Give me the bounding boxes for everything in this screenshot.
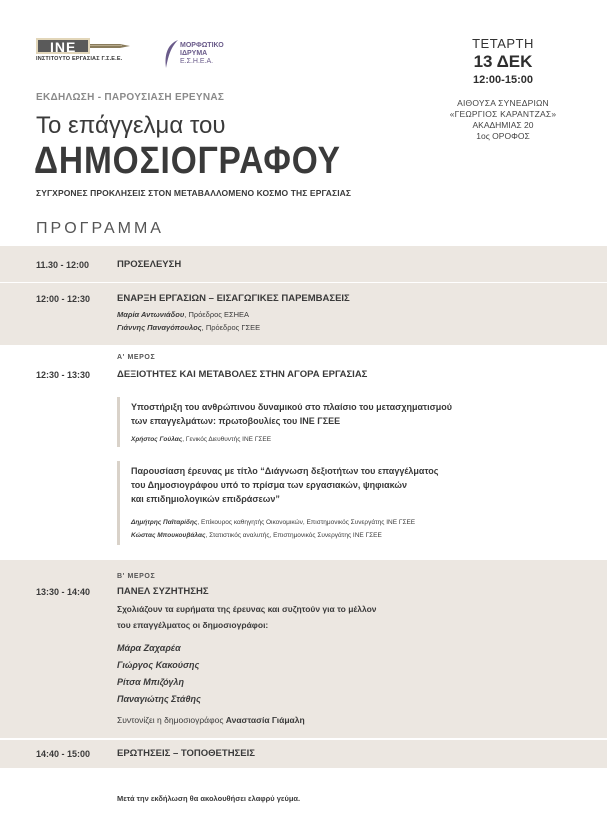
address-line2: 1ος ΟΡΟΦΟΣ [476,131,530,141]
mi-logo-line3: Ε.Σ.Η.Ε.Α. [180,58,214,65]
talk2-speaker2 [131,532,382,539]
subtitle: ΣΥΓΧΡΟΝΕΣ ΠΡΟΚΛΗΣΕΙΣ ΣΤΟΝ ΜΕΤΑΒΑΛΛΟΜΕΝΟ ΚΟΣΜΟ ΤΗΣ ΕΡΓΑΣΙΑΣ [36,188,352,198]
event-info [443,36,563,142]
talk1-speaker [131,436,271,443]
talk2-line1: Παρουσίαση έρευνας με τίτλο “Διάγνωση δεξιοτήτων του επαγγέλματος [131,466,439,476]
speaker-line [117,323,260,332]
venue-line1: ΑΙΘΟΥΣΑ ΣΥΝΕΔΡΙΩΝ [457,98,549,108]
speaker-name: Μαρία Αντωνιάδου [117,310,185,319]
ine-logo [36,38,128,64]
speaker-role: , Στατιστικός αναλυτής, Επιστημονικός Συνεργάτης ΙΝΕ ΓΣΕΕ [205,532,382,539]
talk-divider [117,397,120,447]
row-title: ΕΝΑΡΞΗ ΕΡΓΑΣΙΩΝ – ΕΙΣΑΓΩΓΙΚΕΣ ΠΑΡΕΜΒΑΣΕΙΣ [117,293,350,304]
row-title: ΠΡΟΣΕΛΕΥΣΗ [117,259,182,270]
event-kicker: ΕΚΔΗΛΩΣΗ - ΠΑΡΟΥΣΙΑΣΗ ΕΡΕΥΝΑΣ [36,92,225,103]
row-time: 11.30 - 12:00 [36,260,90,270]
speaker-line [117,310,249,319]
row-time: 13:30 - 14:40 [36,587,91,597]
speaker-role: , Πρόεδρος ΓΣΕΕ [201,323,261,332]
title-line1: Το επάγγελμα του [36,112,226,139]
speaker-name: Κώστας Μπουκουβάλας [131,532,206,539]
schedule-row-panel [0,560,607,738]
schedule-row-questions [0,740,607,768]
ine-logo-text: INE [50,39,77,55]
row-time: 12:30 - 13:30 [36,370,91,380]
talk1-line2: των επαγγελμάτων: πρωτοβουλίες του ΙΝΕ ΓΣΕΕ [131,416,341,426]
talk2-line3: και επιδημιολογικών επιδράσεων” [131,494,280,504]
speaker-name: Γιάννης Παναγόπουλος [117,323,202,332]
panelist-name: Μάρα Ζαχαρέα [117,643,181,653]
event-address [443,120,563,142]
row-time: 14:40 - 15:00 [36,749,91,759]
ine-logo-subtitle: ΙΝΣΤΙΤΟΥΤΟ ΕΡΓΑΣΙΑΣ Γ.Σ.Ε.Ε. [36,56,123,62]
event-date: 13 ΔΕΚ [473,52,533,71]
moderator-prefix: Συντονίζει η δημοσιογράφος [117,715,226,725]
panel-desc-line1: Σχολιάζουν τα ευρήματα της έρευνας και συζητούν για το μέλλον [117,604,377,614]
speaker-name: Χρήστος Γούλας [131,436,183,443]
footer-note: Μετά την εκδήλωση θα ακολουθήσει ελαφρύ γεύμα. [117,794,301,803]
schedule-row-arrival [0,246,607,282]
part-b-label: Β' ΜΕΡΟΣ [117,573,156,580]
moderator-name: Αναστασία Γιάμαλη [225,715,305,725]
speaker-name: Δημήτρης Παϊταρίδης [131,519,198,526]
panelist-name: Γιώργος Κακούσης [117,660,200,670]
event-venue [443,98,563,120]
talk2-line2: του Δημοσιογράφου υπό το πρίσμα των εργασιακών, ψηφιακών [131,480,407,490]
talk1-line1: Υποστήριξη του ανθρώπινου δυναμικού στο πλαίσιο του μετασχηματισμού [131,402,452,412]
address-line1: ΑΚΑΔΗΜΙΑΣ 20 [472,120,534,130]
title-line2: ΔΗΜΟΣΙΟΓΡΑΦΟΥ [34,140,341,182]
panelist-name: Ρίτσα Μπιζόγλη [117,677,184,687]
event-time: 12:00-15:00 [473,74,533,86]
mi-logo-text [180,42,224,66]
moderator-line [117,715,305,725]
schedule-row-opening [0,283,607,345]
panel-desc-line2: του επαγγέλματος οι δημοσιογράφοι: [117,620,269,630]
venue-line2: «ΓΕΩΡΓΙΟΣ ΚΑΡΑΝΤΖΑΣ» [449,109,557,119]
speaker-role: , Πρόεδρος ΕΣΗΕΑ [184,310,250,319]
swoosh-icon [160,38,180,70]
panelist-name: Παναγιώτης Στάθης [117,694,201,704]
talk1-title [131,400,452,428]
mi-esiea-logo [160,38,270,70]
ine-logo-box [36,38,90,54]
speaker-role: , Γενικός Διευθυντής ΙΝΕ ΓΣΕΕ [182,436,272,443]
row-title: ΠΑΝΕΛ ΣΥΖΗΤΗΣΗΣ [117,586,209,597]
event-day: ΤΕΤΑΡΤΗ [472,36,534,51]
talk2-speaker1 [131,519,415,526]
talk-divider [117,461,120,545]
program-heading: ΠΡΟΓΡΑΜΜΑ [36,220,164,237]
row-title: ΕΡΩΤΗΣΕΙΣ – ΤΟΠΟΘΕΤΗΣΕΙΣ [117,748,255,759]
talk2-title [131,464,438,506]
pen-nib-icon [90,40,130,52]
speaker-role: , Επίκουρος καθηγητής Οικονομικών, Επιστημονικός Συνεργάτης ΙΝΕ ΓΣΕΕ [197,519,416,526]
part-a-label: Α' ΜΕΡΟΣ [117,354,156,361]
row-title: ΔΕΞΙΟΤΗΤΕΣ ΚΑΙ ΜΕΤΑΒΟΛΕΣ ΣΤΗΝ ΑΓΟΡΑ ΕΡΓΑΣΙΑΣ [117,369,368,380]
mi-logo-line1: ΜΟΡΦΩΤΙΚΟ [180,42,224,49]
mi-logo-line2: ΙΔΡΥΜΑ [180,50,208,57]
row-time: 12:00 - 12:30 [36,294,91,304]
